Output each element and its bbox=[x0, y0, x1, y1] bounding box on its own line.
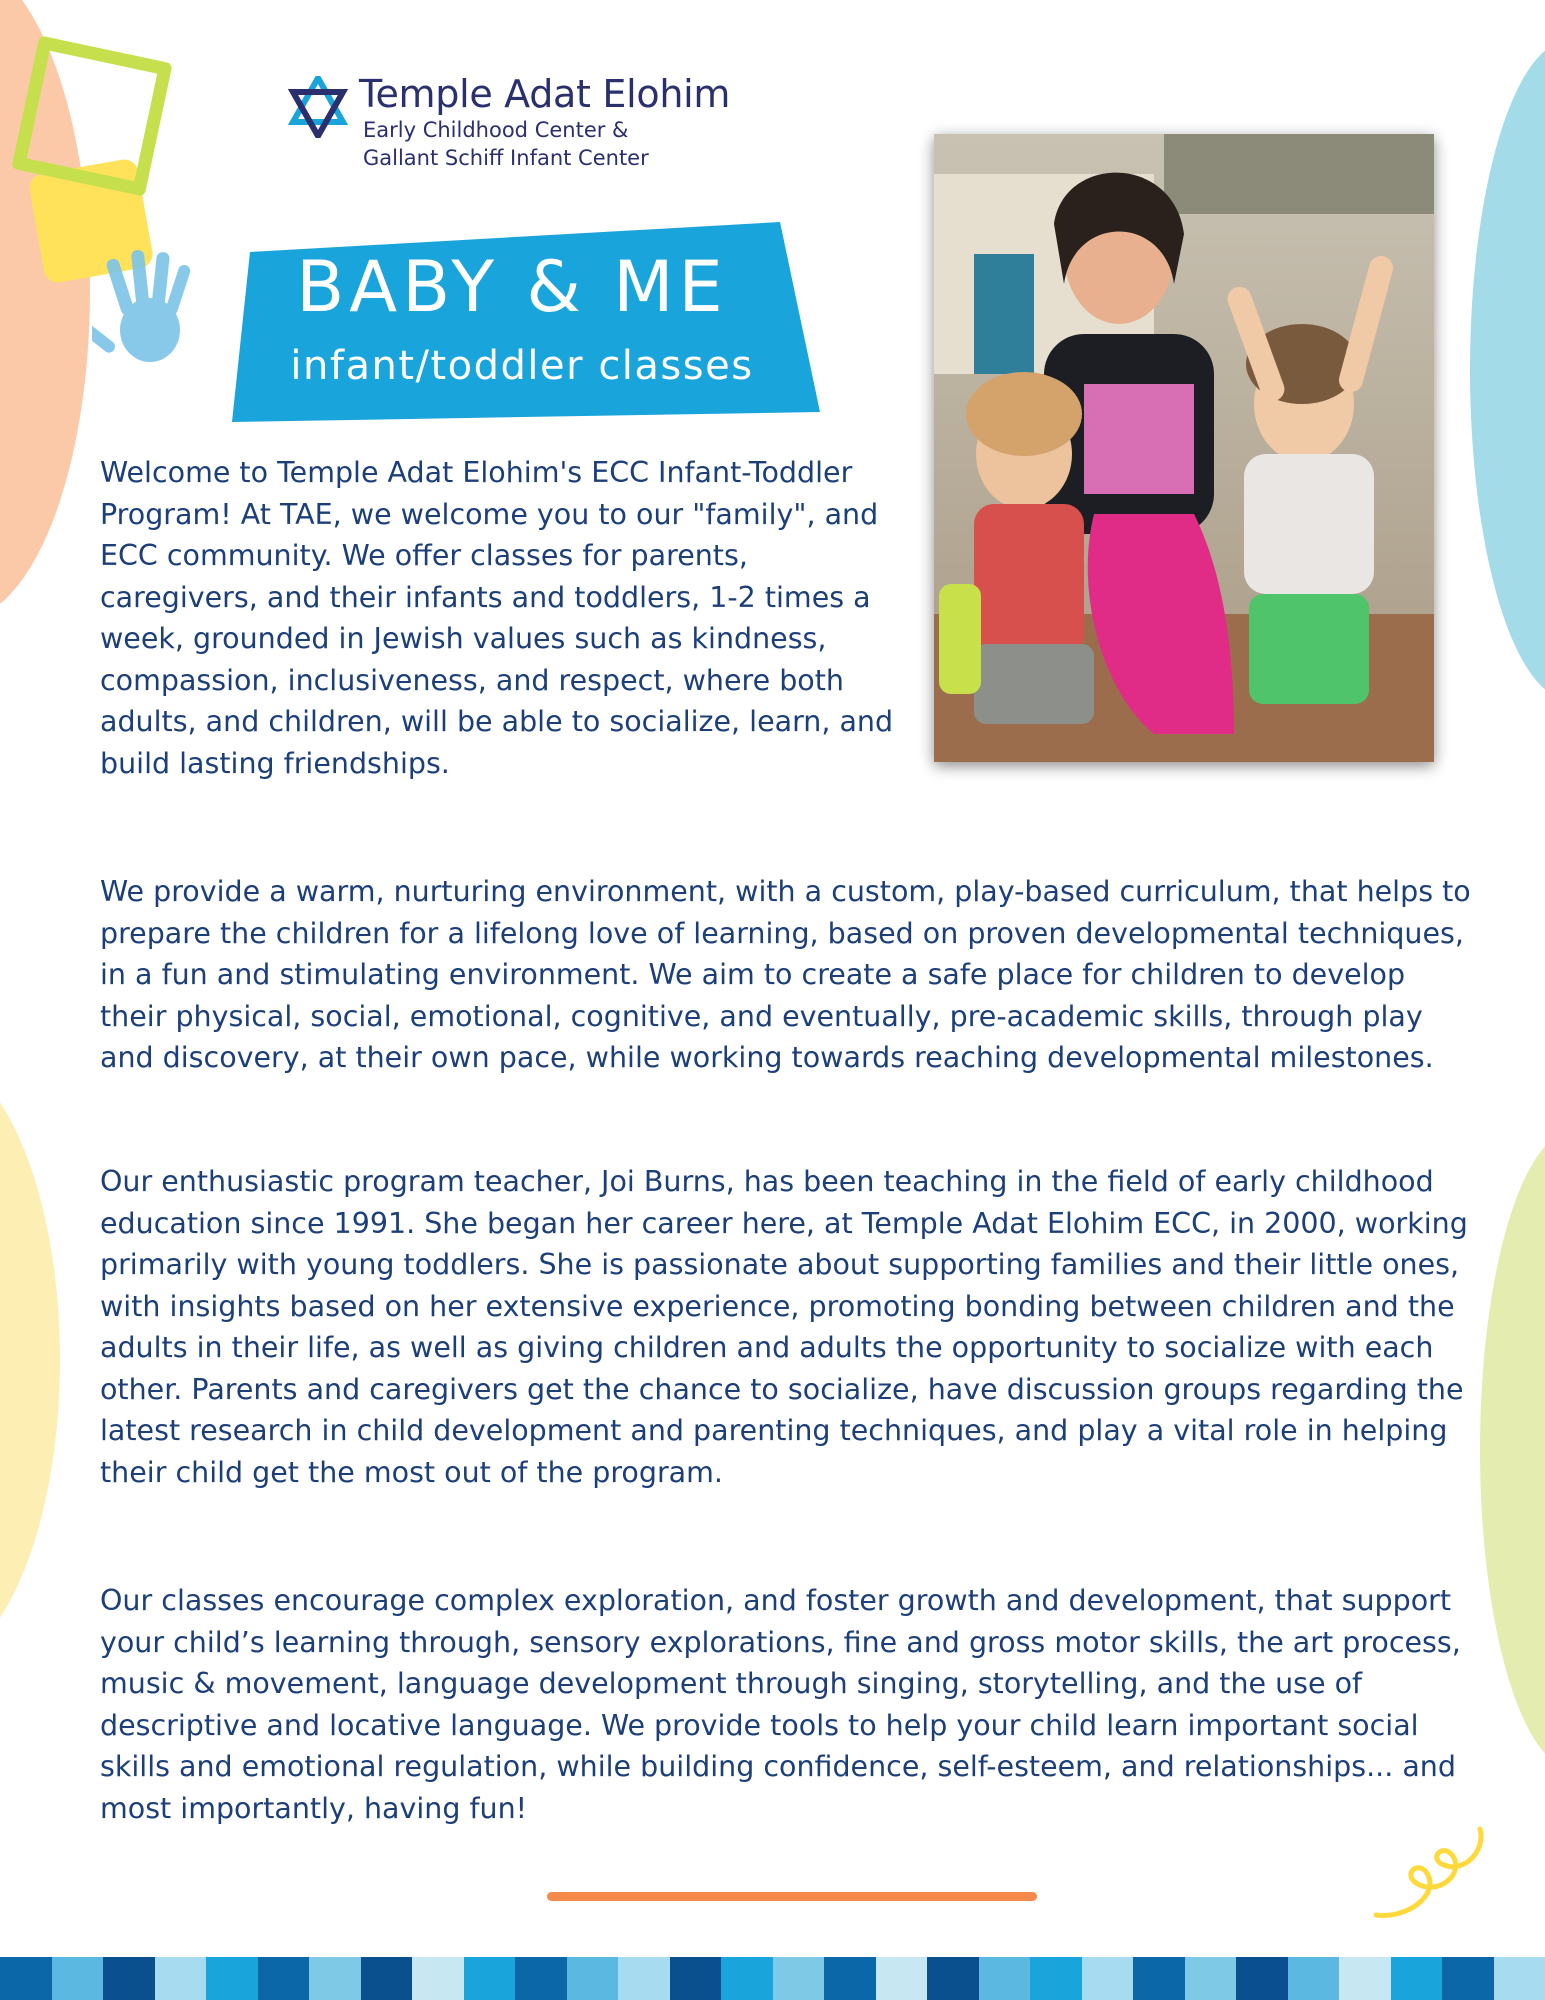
org-subtitle-line-2: Gallant Schiff Infant Center bbox=[363, 146, 649, 170]
green-square-outline-decoration bbox=[11, 35, 172, 196]
title-banner bbox=[232, 222, 822, 422]
star-of-david-icon bbox=[287, 76, 349, 138]
classes-paragraph: Our classes encourage complex exploration, and foster growth and development, that support your child’s learning through, sensory explorations, fine and gross motor skills, the art process, music & movement, language development through singing, storytelling, and the use of descriptive and locative language. We provide tools to help your child learn important social skills and emotional regulation, while building confidence, self-esteem, and relationships... and most importantly, having fun! bbox=[100, 1584, 1461, 1825]
teacher-with-toddlers-photo bbox=[934, 134, 1434, 762]
blue-blob-decoration bbox=[1470, 40, 1545, 700]
environment-paragraph: We provide a warm, nurturing environment, with a custom, play-based curriculum, that helps to prepare the children for a lifelong love of learning, based on proven developmental techniques, in a fun and stimulating environment. We aim to create a safe place for children to develop their physical, social, emotional, cognitive, and eventually, pre-academic skills, through play and discovery, at their own pace, while working towards reaching developmental milestones. bbox=[100, 875, 1471, 1074]
intro-paragraph: Welcome to Temple Adat Elohim's ECC Infant-Toddler Program! At TAE, we welcome you to our "family", and ECC community. We offer classes for parents, caregivers, and their infants and toddlers, 1-2 times a week, grounded in Jewish values such as kindness, compassion, inclusiveness, and respect, where both adults, and children, will be able to socialize, learn, and build lasting friendships. bbox=[100, 456, 894, 780]
banner-subtitle: infant/toddler classes bbox=[290, 343, 754, 389]
temple-logo bbox=[287, 72, 730, 172]
green-blob-decoration bbox=[1480, 1130, 1545, 1770]
banner-title: BABY & ME bbox=[296, 246, 728, 328]
orange-divider bbox=[547, 1892, 1037, 1901]
org-name: Temple Adat Elohim bbox=[359, 72, 731, 116]
swirl-icon bbox=[1368, 1815, 1498, 1925]
yellow-blob-decoration bbox=[0, 1050, 60, 1670]
teacher-paragraph: Our enthusiastic program teacher, Joi Burns, has been teaching in the field of early childhood education since 1991. She began her career here, at Temple Adat Elohim ECC, in 2000, working primarily with young toddlers. She is passionate about supporting families and their little ones, with insights based on her extensive experience, promoting bonding between children and the adults in their life, as well as giving children and adults the opportunity to socialize with each other. Parents and caregivers get the chance to socialize, have discussion groups regarding the latest research in child development and parenting techniques, and play a vital role in helping their child get the most out of the program. bbox=[100, 1165, 1468, 1489]
handprint-icon bbox=[92, 248, 212, 378]
org-subtitle-line-1: Early Childhood Center & bbox=[363, 118, 629, 142]
footer-stripe-band bbox=[0, 1957, 1545, 2000]
